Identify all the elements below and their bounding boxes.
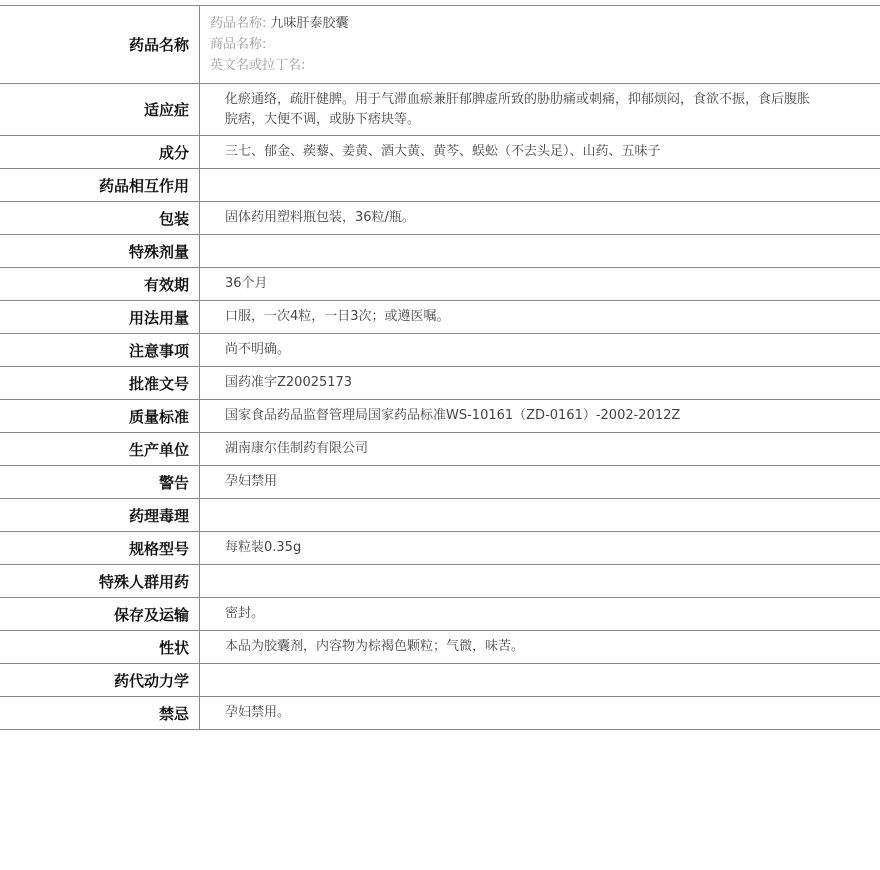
row-value: 每粒装0.35g	[225, 540, 302, 555]
row-label: 禁忌	[0, 697, 200, 729]
row-label: 质量标准	[0, 400, 200, 432]
generic-name-value: 九味肝泰胶囊	[270, 16, 349, 31]
row-label: 性状	[0, 631, 200, 663]
row-value: 密封。	[225, 606, 265, 621]
latin-name-line	[210, 55, 820, 76]
latin-name-key: 英文名或拉丁名:	[210, 58, 306, 73]
row-interactions	[0, 169, 880, 202]
row-indications	[0, 84, 880, 136]
row-special-dosage	[0, 235, 880, 268]
row-value: 化瘀通络，疏肝健脾。用于气滞血瘀兼肝郁脾虚所致的胁肋痛或刺痛，抑郁烦闷，食欲不振，食后腹胀脘痞，大便不调，或胁下痞块等。	[225, 91, 811, 127]
generic-name-line	[210, 13, 820, 34]
trade-name-line	[210, 34, 820, 55]
row-precautions	[0, 334, 880, 367]
row-label: 适应症	[0, 84, 200, 135]
row-special-populations	[0, 565, 880, 598]
generic-name-key: 药品名称:	[210, 16, 267, 31]
row-label: 用法用量	[0, 301, 200, 333]
row-label: 特殊人群用药	[0, 565, 200, 597]
row-quality-standard	[0, 400, 880, 433]
drug-info-table	[0, 5, 880, 730]
row-value: 三七、郁金、蒺藜、姜黄、酒大黄、黄芩、蜈蚣（不去头足）、山药、五味子	[225, 144, 661, 159]
row-value	[200, 499, 880, 531]
row-value: 尚不明确。	[225, 342, 291, 357]
row-drug-name	[0, 6, 880, 84]
row-label: 警告	[0, 466, 200, 498]
row-value: 国药准字Z20025173	[225, 375, 353, 390]
row-label: 药理毒理	[0, 499, 200, 531]
row-value: 孕妇禁用。	[225, 705, 291, 720]
row-pharmacokinetics	[0, 664, 880, 697]
row-pharmacology	[0, 499, 880, 532]
row-value: 固体药用塑料瓶包装，36粒/瓶。	[225, 210, 415, 225]
row-value: 孕妇禁用	[225, 474, 278, 489]
row-specification	[0, 532, 880, 565]
row-value	[200, 235, 880, 267]
row-label: 批准文号	[0, 367, 200, 399]
row-approval-number	[0, 367, 880, 400]
trade-name-key: 商品名称:	[210, 37, 267, 52]
row-label: 注意事项	[0, 334, 200, 366]
row-usage	[0, 301, 880, 334]
row-value	[200, 169, 880, 201]
row-value	[200, 664, 880, 696]
row-value	[200, 565, 880, 597]
row-label: 生产单位	[0, 433, 200, 465]
row-value: 口服，一次4粒，一日3次；或遵医嘱。	[225, 309, 450, 324]
row-description	[0, 631, 880, 664]
row-label: 规格型号	[0, 532, 200, 564]
row-label: 有效期	[0, 268, 200, 300]
row-value: 国家食品药品监督管理局国家药品标准WS-10161（ZD-0161）-2002-2012Z	[225, 408, 681, 423]
row-shelf-life	[0, 268, 880, 301]
row-label: 药代动力学	[0, 664, 200, 696]
row-manufacturer	[0, 433, 880, 466]
row-label: 药品相互作用	[0, 169, 200, 201]
row-value: 湖南康尔佳制药有限公司	[225, 441, 369, 456]
row-label: 特殊剂量	[0, 235, 200, 267]
row-warning	[0, 466, 880, 499]
row-label: 保存及运输	[0, 598, 200, 630]
row-storage	[0, 598, 880, 631]
row-packaging	[0, 202, 880, 235]
row-value: 本品为胶囊剂，内容物为棕褐色颗粒；气微，味苦。	[225, 639, 525, 654]
row-label: 包装	[0, 202, 200, 234]
name-values	[200, 6, 880, 83]
row-ingredients	[0, 136, 880, 169]
row-contraindications	[0, 697, 880, 730]
row-label: 成分	[0, 136, 200, 168]
row-label: 药品名称	[0, 6, 200, 83]
row-value: 36个月	[225, 276, 268, 291]
